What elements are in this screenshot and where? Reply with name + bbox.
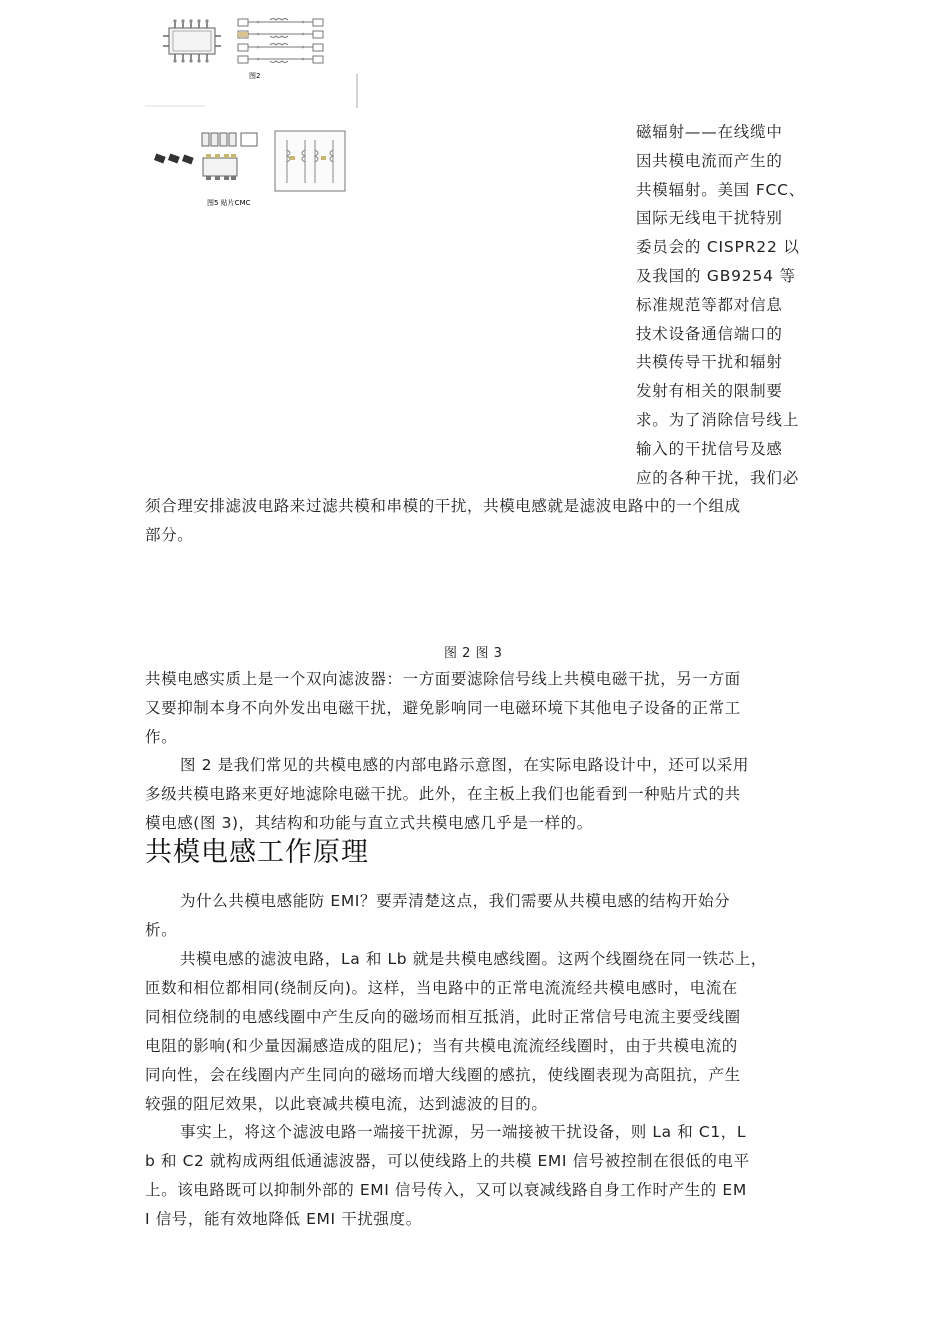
text-line: 多级共模电路来更好地滤除电磁干扰。此外，在主板上我们也能看到一种贴片式的共 [145,785,741,803]
figure-bottom-image [145,128,360,213]
text-line: 作。 [145,728,178,746]
side-column-text [636,118,816,492]
side-line: 发射有相关的限制要 [636,382,783,401]
section-heading: 共模电感工作原理 [145,837,369,868]
text-line: 共模电感实质上是一个双向滤波器：一方面要滤除信号线上共模电磁干扰，另一方面 [145,670,741,688]
figure-top-caption: 图2 [249,72,261,80]
text-line: 电阻的影响(和少量因漏感造成的阻尼)；当有共模电流流经线圈时，由于共模电流的 [145,1037,738,1055]
text-line: 事实上，将这个滤波电路一端接干扰源，另一端接被干扰设备，则 La 和 C1，L [180,1123,747,1141]
side-line: 标准规范等都对信息 [636,295,783,314]
text-line: 为什么共模电感能防 EMI？要弄清楚这点，我们需要从共模电感的结构开始分 [180,892,731,910]
text-line: 图 2 是我们常见的共模电感的内部电路示意图，在实际电路设计中，还可以采用 [180,756,749,774]
paragraph-1 [145,665,741,752]
text-line: 较强的阻尼效果，以此衰减共模电流，达到滤波的目的。 [145,1095,548,1113]
paragraph-4 [145,945,767,1119]
side-line: 委员会的 CISPR22 以 [636,238,800,257]
side-line: 共模辐射。美国 FCC、 [636,180,806,199]
text-line: 模电感(图 3)，其结构和功能与直立式共模电感几乎是一样的。 [145,814,593,832]
text-line: 共模电感的滤波电路，La 和 Lb 就是共模电感线圈。这两个线圈绕在同一铁芯上， [180,950,767,968]
paragraph-3 [145,887,730,945]
side-line: 及我国的 GB9254 等 [636,266,796,285]
text-line: 同相位绕制的电感线圈中产生反向的磁场而相互抵消，此时正常信号电流主要受线圈 [145,1008,741,1026]
text-line: 同向性，会在线圈内产生同向的磁场而增大线圈的感抗，使线圈表现为高阻抗，产生 [145,1066,741,1084]
text-line: 须合理安排滤波电路来过滤共模和串模的干扰，共模电感就是滤波电路中的一个组成 [145,497,741,515]
text-line: I 信号，能有效地降低 EMI 干扰强度。 [145,1210,422,1228]
paragraph-5 [145,1118,750,1234]
paragraph-2 [145,751,749,838]
side-line: 应的各种干扰，我们必 [636,468,800,487]
side-line: 国际无线电干扰特别 [636,209,783,228]
side-line: 共模传导干扰和辐射 [636,353,783,372]
text-line: 析。 [145,921,178,939]
figure-bottom-caption: 图5 贴片CMC [207,199,251,207]
text-line: b 和 C2 就构成两组低通滤波器，可以使线路上的共模 EMI 信号被控制在很低的电平 [145,1152,750,1170]
figure-caption: 图 2 图 3 [444,646,503,661]
text-line: 又要抑制本身不向外发出电磁干扰，避免影响同一电磁环境下其他电子设备的正常工 [145,699,741,717]
wrap-paragraph [145,492,741,550]
text-line: 匝数和相位都相同(绕制反向)。这样，当电路中的正常电流流经共模电感时，电流在 [145,979,738,997]
side-line: 因共模电流而产生的 [636,151,783,170]
side-line: 技术设备通信端口的 [636,324,783,343]
text-line: 上。该电路既可以抑制外部的 EMI 信号传入，又可以衰减线路自身工作时产生的 EM [145,1181,747,1199]
side-line: 输入的干扰信号及感 [636,439,783,458]
figure-top-image [145,10,365,110]
side-line: 磁辐射——在线缆中 [636,123,783,141]
side-line: 求。为了消除信号线上 [636,410,800,429]
text-line: 部分。 [145,526,194,544]
